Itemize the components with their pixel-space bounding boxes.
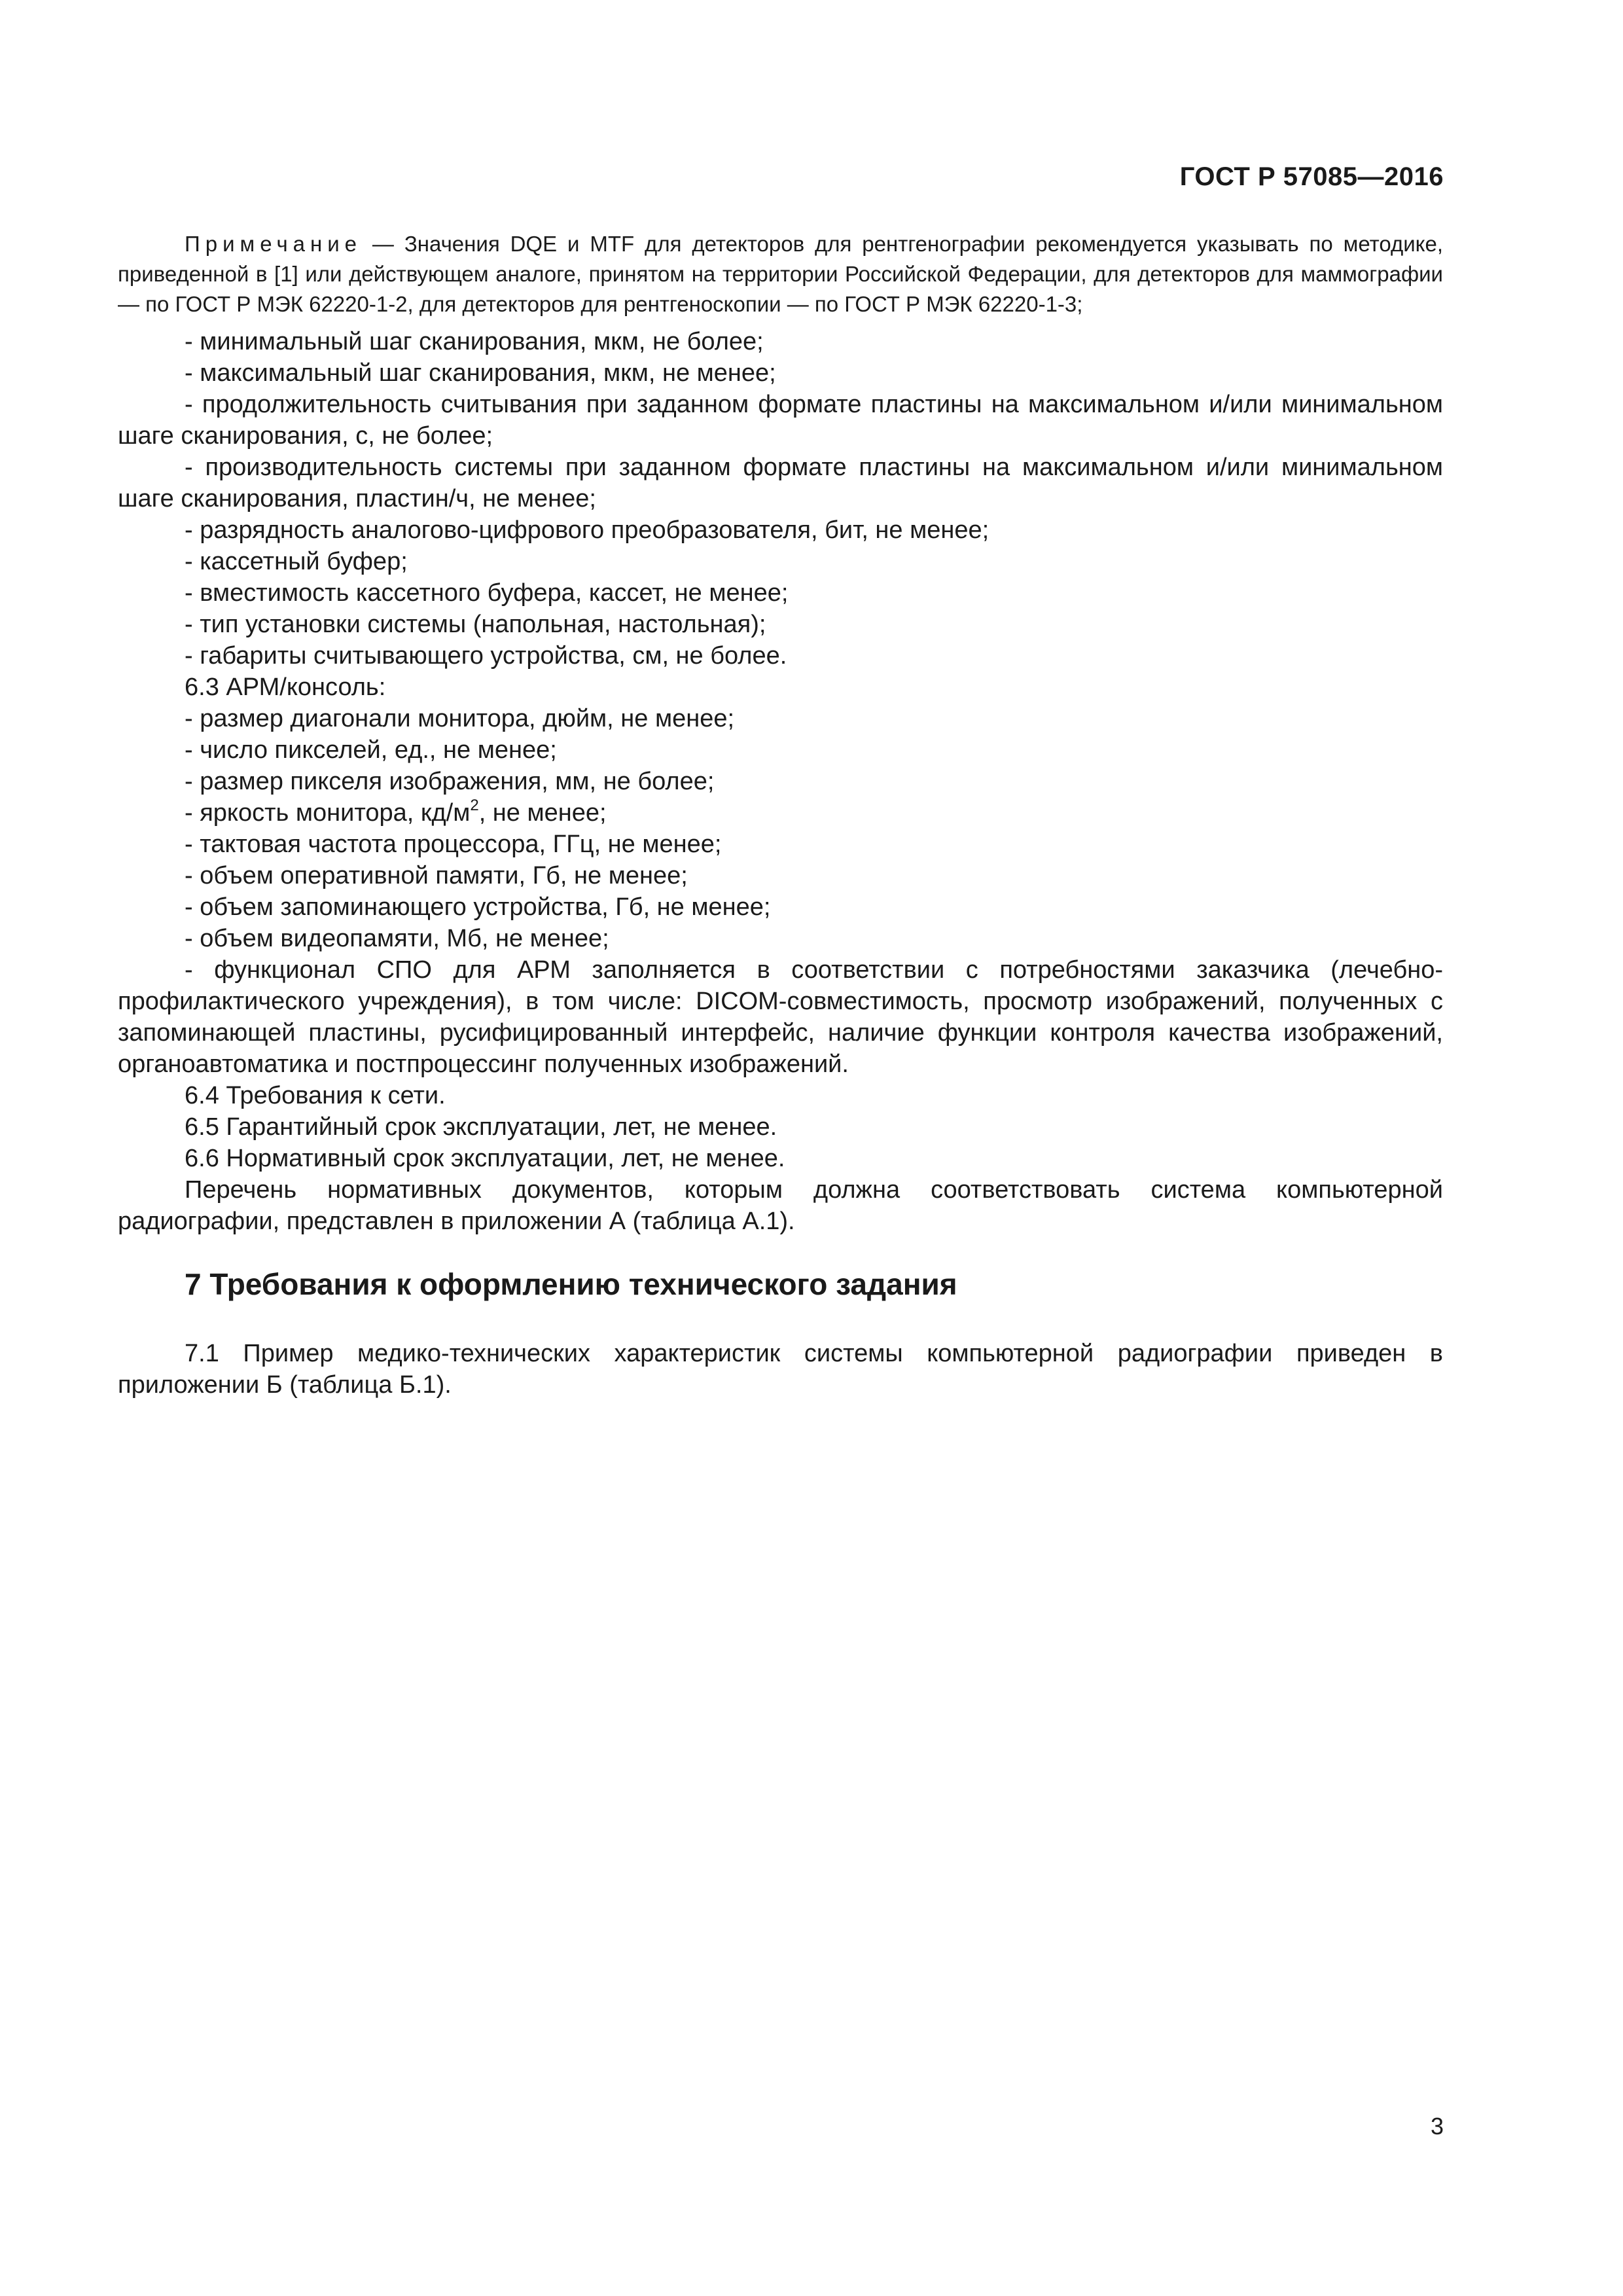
- list-item-read-duration: - продолжительность считывания при заданном формате пластины на максимальном и/или минимальном шаге сканирования, с, не более;: [118, 391, 1443, 450]
- brightness-superscript: 2: [470, 797, 479, 815]
- list-item-pixel-count: - число пикселей, ед., не менее;: [185, 736, 557, 764]
- list-item-adc-bits: - разрядность аналогово-цифрового преобразователя, бит, не менее;: [185, 516, 990, 544]
- list-item-scan-step-max: - максимальный шаг сканирования, мкм, не менее;: [185, 359, 776, 387]
- list-item-ram: - объем оперативной памяти, Гб, не менее;: [185, 862, 688, 889]
- list-item-storage: - объем запоминающего устройства, Гб, не менее;: [185, 893, 771, 921]
- list-item-video-memory: - объем видеопамяти, Мб, не менее;: [185, 925, 609, 952]
- page-content: [118, 229, 1443, 1401]
- subsection-6-5: 6.5 Гарантийный срок эксплуатации, лет, не менее.: [185, 1113, 777, 1141]
- brightness-suffix: , не менее;: [478, 799, 607, 827]
- page-number: 3: [1430, 2113, 1444, 2140]
- list-item-cassette-buffer: - кассетный буфер;: [185, 548, 408, 575]
- list-item-install-type: - тип установки системы (напольная, настольная);: [185, 611, 766, 638]
- list-item-monitor-diagonal: - размер диагонали монитора, дюйм, не менее;: [185, 705, 735, 732]
- subsection-6-6: 6.6 Нормативный срок эксплуатации, лет, не менее.: [185, 1145, 785, 1172]
- document-code-header: ГОСТ Р 57085—2016: [1179, 162, 1444, 191]
- list-item-cpu-frequency: - тактовая частота процессора, ГГц, не менее;: [185, 831, 722, 858]
- subsection-6-3: 6.3 АРМ/консоль:: [185, 673, 386, 701]
- note-label: Примечание: [185, 232, 363, 256]
- list-item-pixel-size: - размер пикселя изображения, мм, не более;: [185, 768, 715, 795]
- list-item-monitor-brightness: [118, 797, 1443, 829]
- list-item-software-functionality: - функционал СПО для АРМ заполняется в соответствии с потребностями заказчика (лечебно-профилактического учреждения), в том числе: DICOM-совместимость, просмотр изображений, полученных с запоминающей пластины, русифицированный интерфейс, наличие функции контроля качества изображений, органоавтоматика и постпроцессинг полученных изображений.: [118, 956, 1443, 1078]
- section-7-heading: 7 Требования к оформлению технического задания: [185, 1267, 957, 1301]
- list-item-reader-dimensions: - габариты считывающего устройства, см, не более.: [185, 642, 787, 670]
- list-item-scan-step-min: - минимальный шаг сканирования, мкм, не более;: [185, 328, 764, 355]
- subsection-6-4: 6.4 Требования к сети.: [185, 1082, 446, 1109]
- brightness-prefix: - яркость монитора, кд/м: [185, 799, 471, 827]
- list-item-throughput: - производительность системы при заданном формате пластины на максимальном и/или минимальном шаге сканирования, пластин/ч, не менее;: [118, 454, 1443, 512]
- subsection-7-1: 7.1 Пример медико-технических характеристик системы компьютерной радиографии приведен в приложении Б (таблица Б.1).: [118, 1340, 1443, 1399]
- note-paragraph: [118, 229, 1443, 319]
- note-text: — Значения DQE и MTF для детекторов для рентгенографии рекомендуется указывать по методике, приведенной в [1] или действующем аналоге, принятом на территории Российской Федерации, для детекторов для маммографии — по ГОСТ Р МЭК 62220-1-2, для детекторов для рентгеноскопии — по ГОСТ Р МЭК 62220-1-3;: [118, 232, 1443, 316]
- list-item-buffer-capacity: - вместимость кассетного буфера, кассет, не менее;: [185, 579, 789, 607]
- normative-docs-paragraph: Перечень нормативных документов, которым должна соответствовать система компьютерной радиографии, представлен в приложении А (таблица А.1).: [118, 1176, 1443, 1235]
